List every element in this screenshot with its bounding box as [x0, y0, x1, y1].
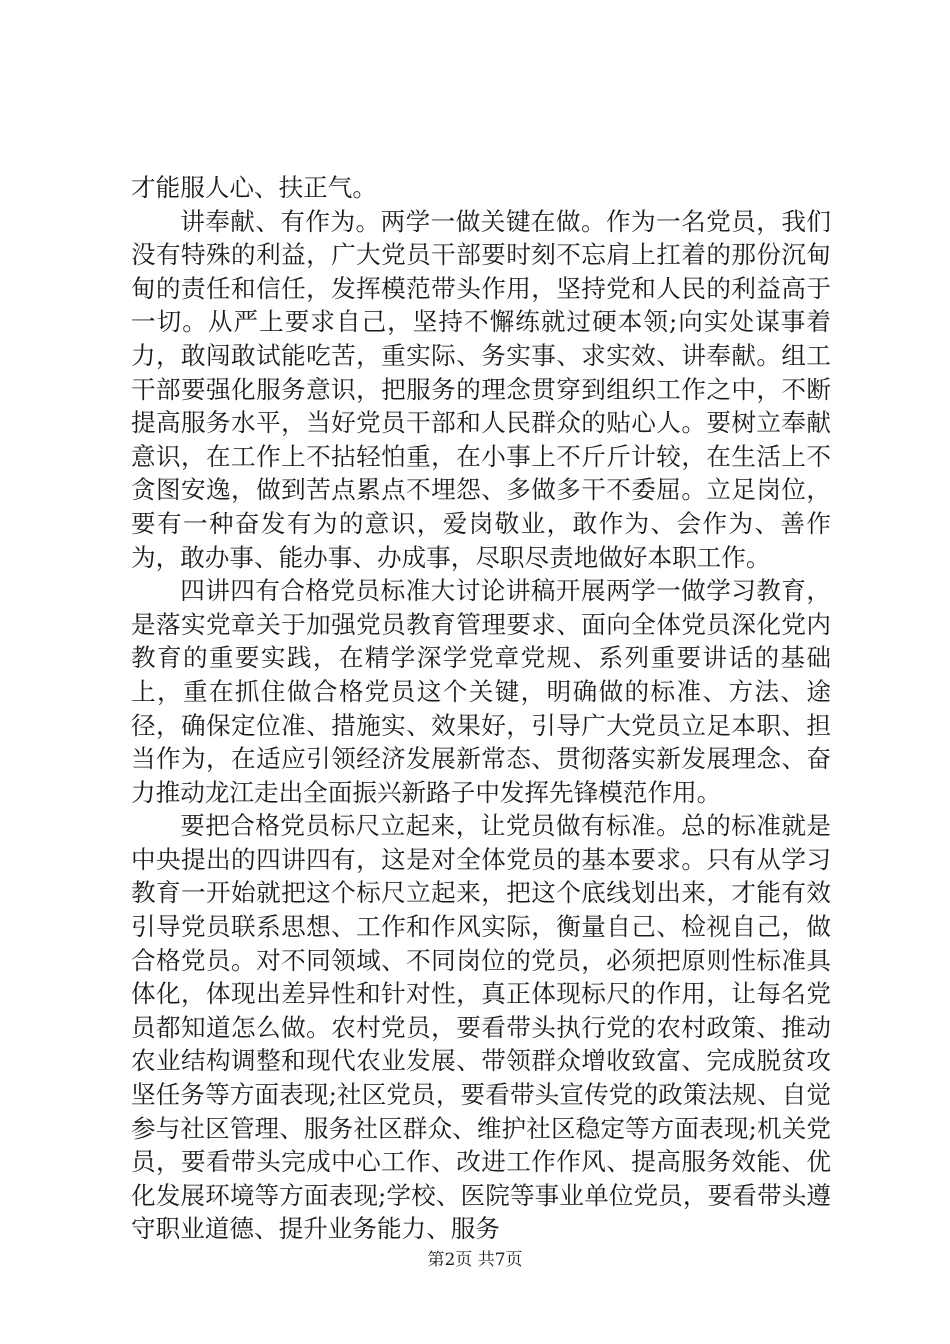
page-number-label: 第2页 共7页 [427, 1250, 523, 1270]
page-footer [0, 1245, 950, 1270]
paragraph-standards-discussion: 四讲四有合格党员标准大讨论讲稿开展两学一做学习教育，是落实党章关于加强党员教育管理要求、面向全体党员深化党内教育的重要实践，在精学深学党章党规、系列重要讲话的基础上，重在抓住做合格党员这个关键，明确做的标准、方法、途径，确保定位准、措施实、效果好，引导广大党员立足本职、担当作为，在适应引领经济发展新常态、贯彻落实新发展理念、奋力推动龙江走出全面振兴新路子中发挥先锋模范作用。 [131, 576, 831, 807]
paragraph-continuation: 才能服人心、扶正气。 [131, 173, 377, 202]
paragraph-qualified-member-standard: 要把合格党员标尺立起来，让党员做有标准。总的标准就是中央提出的四讲四有，这是对全体党员的基本要求。只有从学习教育一开始就把这个标尺立起来，把这个底线划出来，才能有效引导党员联系思想、工作和作风实际，衡量自己、检视自己，做合格党员。对不同领域、不同岗位的党员，必须把原则性标准具体化，体现出差异性和针对性，真正体现标尺的作用，让每名党员都知道怎么做。农村党员，要看带头执行党的农村政策、推动农业结构调整和现代农业发展、带领群众增收致富、完成脱贫攻坚任务等方面表现;社区党员，要看带头宣传党的政策法规、自觉参与社区管理、服务社区群众、维护社区稳定等方面表现;机关党员，要看带头完成中心工作、改进工作作风、提高服务效能、优化发展环境等方面表现;学校、医院等事业单位党员，要看带头遵守职业道德、提升业务能力、服务 [131, 811, 831, 1244]
paragraph-dedication: 讲奉献、有作为。两学一做关键在做。作为一名党员，我们没有特殊的利益，广大党员干部要时刻不忘肩上扛着的那份沉甸甸的责任和信任，发挥模范带头作用，坚持党和人民的利益高于一切。从严上要求自己，坚持不懈练就过硬本领;向实处谋事着力，敢闯敢试能吃苦，重实际、务实事、求实效、讲奉献。组工干部要强化服务意识，把服务的理念贯穿到组织工作之中，不断提高服务水平，当好党员干部和人民群众的贴心人。要树立奉献意识，在工作上不拈轻怕重，在小事上不斤斤计较，在生活上不贪图安逸，做到苦点累点不埋怨、多做多干不委屈。立足岗位，要有一种奋发有为的意识，爱岗敬业，敢作为、会作为、善作为，敢办事、能办事、办成事，尽职尽责地做好本职工作。 [131, 206, 831, 572]
document-body [131, 171, 831, 1246]
